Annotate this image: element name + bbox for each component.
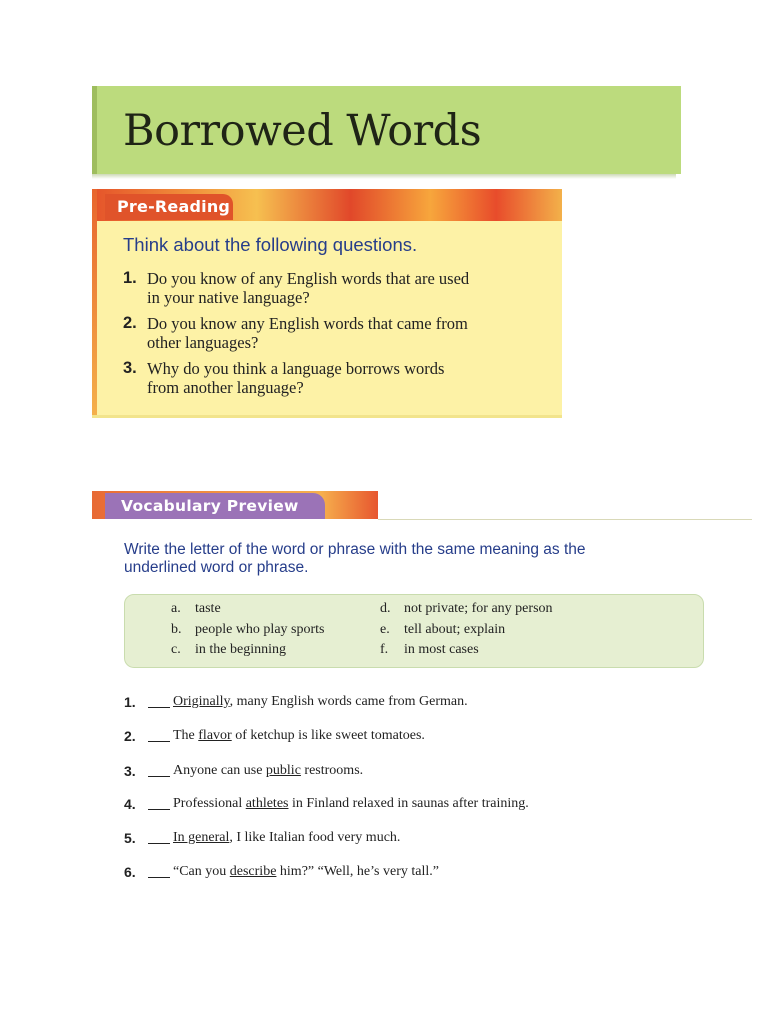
question-line: Do you know of any English words that are used — [147, 269, 470, 288]
option-letter: b. — [171, 622, 182, 637]
option-text: tell about; explain — [404, 622, 506, 637]
option-letter: e. — [380, 622, 390, 637]
answer-blank[interactable] — [148, 809, 170, 810]
question-item — [123, 359, 444, 397]
question-number: 2. — [123, 314, 137, 332]
option-letter: c. — [171, 642, 181, 657]
item-number: 4. — [124, 796, 136, 812]
question-number: 1. — [123, 269, 137, 287]
page-title: Borrowed Words — [123, 106, 482, 156]
option-text: taste — [195, 601, 221, 616]
item-sentence: Professional athletes in Finland relaxed in saunas after training. — [173, 796, 529, 811]
option-letter: d. — [380, 601, 391, 616]
answer-blank[interactable] — [148, 741, 170, 742]
item-sentence: Originally, many English words came from German. — [173, 694, 468, 709]
vocabulary-tab — [105, 493, 325, 519]
answer-blank[interactable] — [148, 843, 170, 844]
option-item — [380, 601, 553, 617]
option-text: not private; for any person — [404, 601, 553, 616]
underlined-word: describe — [229, 864, 277, 879]
item-sentence: The flavor of ketchup is like sweet tomatoes. — [173, 728, 425, 743]
item-sentence: “Can you describe him?” “Well, he’s very tall.” — [173, 864, 439, 879]
answer-options-box — [124, 594, 704, 668]
pre-reading-tab-label: Pre-Reading — [117, 197, 231, 216]
answer-blank[interactable] — [148, 776, 170, 777]
question-line: other languages? — [147, 333, 259, 352]
option-item — [171, 601, 221, 617]
question-line: Do you know any English words that came from — [147, 314, 468, 333]
item-sentence: In general, I like Italian food very much. — [173, 830, 401, 845]
option-item — [380, 622, 505, 638]
vocabulary-instruction — [124, 541, 684, 577]
title-banner-shadow — [92, 174, 676, 179]
question-line: from another language? — [147, 378, 304, 397]
underlined-word: In general — [173, 830, 230, 845]
pre-reading-heading: Think about the following questions. — [123, 234, 418, 255]
answer-blank[interactable] — [148, 877, 170, 878]
question-line: Why do you think a language borrows words — [147, 359, 445, 378]
pre-reading-box — [92, 189, 562, 418]
option-letter: a. — [171, 601, 181, 616]
option-text: people who play sports — [195, 622, 325, 637]
item-number: 3. — [124, 763, 136, 779]
option-letter: f. — [380, 642, 389, 657]
underlined-word: Originally — [173, 694, 230, 709]
pre-reading-tab — [105, 194, 233, 220]
title-banner — [92, 86, 681, 174]
option-item — [380, 642, 479, 658]
answer-blank[interactable] — [148, 707, 170, 708]
vocabulary-divider — [378, 519, 752, 520]
option-item — [171, 642, 286, 658]
pre-reading-edge — [92, 189, 97, 415]
item-number: 5. — [124, 830, 136, 846]
question-item — [123, 269, 469, 307]
item-number: 1. — [124, 694, 136, 710]
underlined-word: athletes — [245, 796, 289, 811]
item-sentence: Anyone can use public restrooms. — [173, 763, 364, 778]
underlined-word: public — [265, 763, 301, 778]
underlined-word: flavor — [198, 728, 232, 743]
option-text: in most cases — [404, 642, 479, 657]
question-item — [123, 314, 468, 352]
option-text: in the beginning — [195, 642, 286, 657]
option-item — [171, 622, 324, 638]
instruction-line: Write the letter of the word or phrase with the same meaning as the — [124, 541, 586, 558]
vocabulary-tab-label: Vocabulary Preview — [121, 497, 299, 515]
question-number: 3. — [123, 359, 137, 377]
question-line: in your native language? — [147, 288, 310, 307]
instruction-line: underlined word or phrase. — [124, 559, 309, 576]
item-number: 6. — [124, 864, 136, 880]
item-number: 2. — [124, 728, 136, 744]
